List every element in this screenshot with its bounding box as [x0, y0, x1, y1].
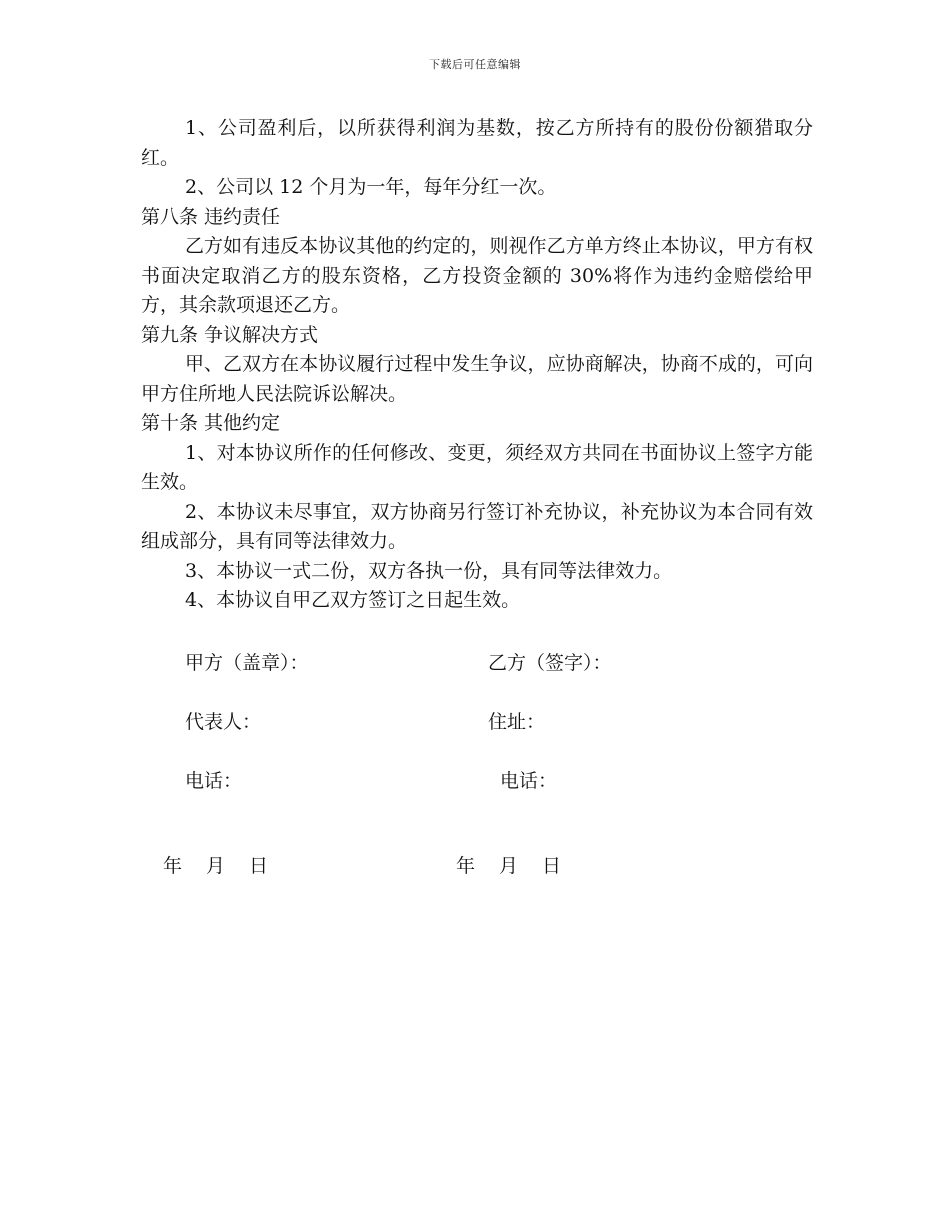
- article-10-clause-2: 2、本协议未尽事宜，双方协商另行签订补充协议，补充协议为本合同有效组成部分，具有同等法律效力。: [141, 500, 813, 552]
- article-10-clause-3: 3、本协议一式二份，双方各执一份，具有同等法律效力。: [185, 559, 673, 582]
- article-10-title: 第十条 其他约定: [141, 412, 281, 434]
- date-year-label: 年: [163, 855, 183, 877]
- party-b-phone-label: 电话：: [500, 770, 558, 792]
- article-10-clause-1: 1、对本协议所作的任何修改、变更，须经双方共同在书面协议上签字方能生效。: [141, 441, 813, 493]
- dividend-clause-1: 1、公司盈利后，以所获得利润为基数，按乙方所持有的股份份额猎取分红。: [141, 117, 813, 169]
- date-month-label: 月: [499, 855, 519, 877]
- dividend-clause-2: 2、公司以 12 个月为一年，每年分红一次。: [185, 176, 557, 198]
- representative-label: 代表人：: [185, 711, 262, 733]
- date-month-label: 月: [206, 855, 226, 877]
- party-b-date: [456, 851, 585, 878]
- date-day-label: 日: [249, 855, 269, 877]
- article-9-text: 甲、乙双方在本协议履行过程中发生争议，应协商解决，协商不成的，可向甲方住所地人民法院诉讼解决。: [141, 353, 813, 405]
- article-9-title: 第九条 争议解决方式: [141, 323, 319, 346]
- date-year-label: 年: [456, 855, 476, 877]
- address-label: 住址：: [488, 711, 546, 733]
- party-a-date: [163, 851, 292, 878]
- page-header: 下载后可任意编辑: [429, 58, 521, 71]
- article-10-clause-4: 4、本协议自甲乙双方签订之日起生效。: [185, 589, 521, 611]
- party-b-sign-label: 乙方（签字）：: [488, 652, 612, 674]
- article-8-text: 乙方如有违反本协议其他的约定的，则视作乙方单方终止本协议，甲方有权书面决定取消乙方的股东资格，乙方投资金额的 30%将作为违约金赔偿给甲方，其余款项退还乙方。: [141, 235, 813, 316]
- article-8-title: 第八条 违约责任: [141, 205, 281, 228]
- party-a-seal-label: 甲方（盖章）：: [185, 652, 309, 674]
- date-day-label: 日: [542, 855, 562, 877]
- document-body: [141, 114, 813, 616]
- party-a-phone-label: 电话：: [185, 770, 243, 792]
